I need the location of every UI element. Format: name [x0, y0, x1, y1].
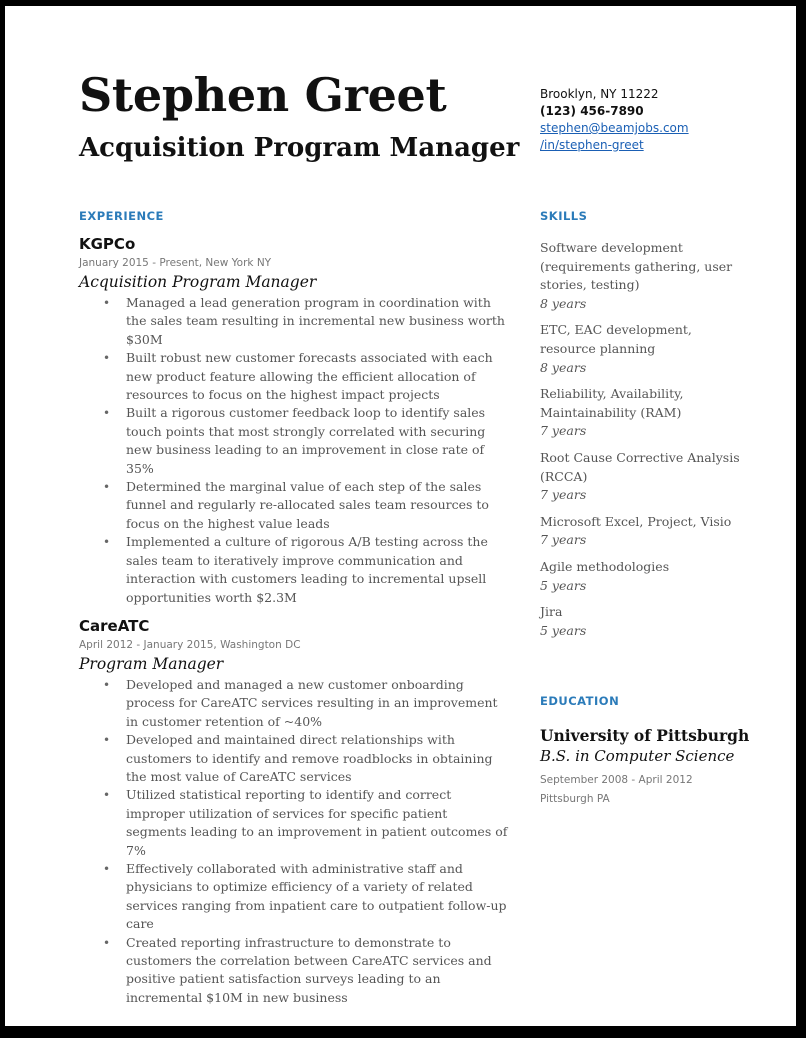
skill-name: Reliability, Availability, Maintainability (RAM)	[540, 386, 684, 420]
job-meta: January 2015 - Present, New York NY	[79, 257, 272, 269]
contact-phone: (123) 456-7890	[540, 104, 644, 118]
job-title: Program Manager	[79, 654, 224, 673]
job-title: Acquisition Program Manager	[79, 273, 317, 291]
job-bullets	[79, 294, 509, 607]
contact-location: Brooklyn, NY 11222	[540, 87, 659, 101]
skill-years: 7 years	[540, 532, 587, 548]
bullet-dot-icon: •	[103, 733, 111, 748]
job-entry	[79, 235, 509, 607]
experience-section	[79, 235, 509, 1007]
bullet-dot-icon: •	[103, 861, 111, 876]
job-company: CareATC	[79, 616, 150, 635]
skill-item	[540, 385, 750, 441]
bullet-item	[79, 731, 509, 786]
bullet-dot-icon: •	[103, 406, 111, 421]
skill-years: 7 years	[540, 423, 587, 439]
bullet-text: Created reporting infrastructure to demonstrate to customers the correlation between CareATC services and positive patient satisfaction surveys leading to an incremental $10M in new business	[126, 934, 492, 1005]
bullet-item	[79, 934, 509, 1008]
bullet-text: Developed and maintained direct relationships with customers to identify and remove roadblocks in obtaining the most value of CareATC services	[126, 732, 493, 784]
skill-years: 7 years	[540, 487, 587, 503]
contact-linkedin-link[interactable]: /in/stephen-greet	[540, 138, 644, 152]
bullet-item	[79, 860, 509, 934]
job-company: KGPCo	[79, 235, 136, 253]
skills-section	[540, 239, 750, 648]
bullet-text: Built a rigorous customer feedback loop to identify sales touch points that most strongly correlated with securing new business leading to an improvement in close rate of 35%	[126, 405, 486, 476]
skill-item	[540, 321, 750, 377]
skill-name: Microsoft Excel, Project, Visio	[540, 513, 732, 529]
bullet-dot-icon: •	[103, 296, 111, 310]
bullet-text: Built robust new customer forecasts associated with each new product feature allowing the efficient allocation of resources to focus on the highest impact projects	[126, 350, 493, 403]
bullet-text: Effectively collaborated with administrative staff and physicians to optimize efficiency of a variety of related services ranging from inpatient care to outpatient follow-up care	[126, 860, 507, 932]
bullet-dot-icon: •	[103, 480, 111, 495]
bullet-item	[79, 294, 509, 349]
skill-item	[540, 603, 750, 640]
education-section	[540, 726, 750, 809]
skill-years: 5 years	[540, 577, 587, 593]
bullet-dot-icon: •	[103, 788, 111, 803]
bullet-text: Determined the marginal value of each step of the sales funnel and regularly re-allocated sales team resources to focus on the highest value leads	[126, 479, 489, 531]
skill-item	[540, 513, 750, 550]
bullet-item	[79, 404, 509, 478]
skill-item	[540, 239, 750, 313]
skill-years: 8 years	[540, 295, 587, 311]
bullet-item	[79, 533, 509, 607]
skills-heading: SKILLS	[540, 209, 588, 223]
skill-years: 5 years	[540, 622, 587, 638]
bullet-item	[79, 478, 509, 533]
skill-name: Root Cause Corrective Analysis (RCCA)	[540, 449, 740, 484]
education-dates: September 2008 - April 2012	[540, 774, 693, 786]
skill-item	[540, 558, 750, 595]
job-bullets	[79, 676, 509, 1007]
job-meta: April 2012 - January 2015, Washington DC	[79, 638, 301, 651]
bullet-dot-icon: •	[103, 935, 111, 950]
education-degree: B.S. in Computer Science	[540, 747, 735, 765]
bullet-dot-icon: •	[103, 535, 111, 550]
education-location: Pittsburgh PA	[540, 793, 610, 805]
education-heading: EDUCATION	[540, 694, 620, 708]
bullet-item	[79, 349, 509, 404]
education-school: University of Pittsburgh	[540, 726, 750, 745]
bullet-text: Utilized statistical reporting to identify and correct improper utilization of services for specific patient segments leading to an improvement in patient outcomes of 7%	[126, 787, 508, 858]
bullet-dot-icon: •	[103, 351, 111, 366]
bullet-text: Implemented a culture of rigorous A/B testing across the sales team to iteratively improve communication and interaction with customers leading to incremental upsell opportunities worth $2.3M	[126, 534, 488, 605]
candidate-title: Acquisition Program Manager	[79, 133, 520, 163]
skill-name: ETC, EAC development, resource planning	[540, 322, 692, 356]
bullet-item	[79, 676, 509, 731]
candidate-name: Stephen Greet	[79, 68, 447, 122]
skill-item	[540, 449, 750, 505]
bullet-dot-icon: •	[103, 677, 111, 692]
skill-name: Jira	[540, 604, 563, 620]
skill-name: Agile methodologies	[540, 558, 670, 574]
contact-block	[540, 86, 689, 154]
skill-name: Software development (requirements gathering, user stories, testing)	[540, 240, 733, 293]
contact-email-link[interactable]: stephen@beamjobs.com	[540, 121, 689, 135]
education-meta	[540, 771, 750, 809]
bullet-text: Managed a lead generation program in coordination with the sales team resulting in incremental new business worth $30M	[126, 295, 505, 347]
bullet-text: Developed and managed a new customer onboarding process for CareATC services resulting in an improvement in customer retention of ~40%	[126, 676, 498, 729]
bullet-item	[79, 786, 509, 860]
experience-heading: EXPERIENCE	[79, 209, 164, 223]
skill-years: 8 years	[540, 359, 587, 375]
job-entry	[79, 617, 509, 1007]
